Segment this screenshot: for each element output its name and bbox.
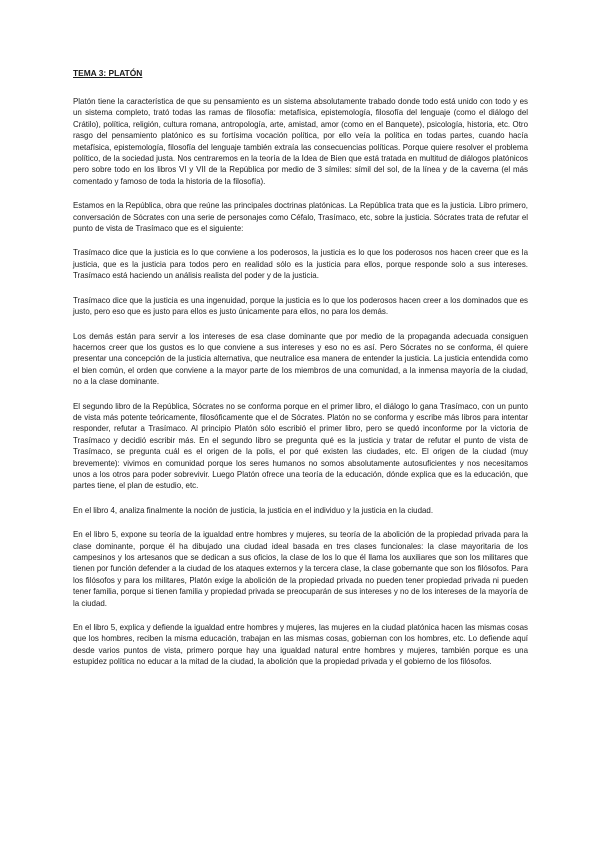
paragraph-libro-4: En el libro 4, analiza finalmente la noción de justicia, la justicia en el individuo y la justicia en la ciudad. [73,505,434,515]
paragraph-libro-5-b: En el libro 5, explica y defiende la igualdad entre hombres y mujeres, las mujeres en la ciudad platónica hacen las mismas cosas que los hombres, reciben la misma educación, trabajan en las mismas cosas, gobiernan con los hombres, etc. Lo defiende aquí desde varios puntos de vista, primero porque hay una igualdad natural entre hombres y mujeres, también porque es una estupidez política no educar a la mitad de la ciudad, la abolición que la propiedad privada y el gobierno de los filósofos. [73,623,528,667]
paragraph-intro: Platón tiene la característica de que su pensamiento es un sistema absolutamente trabado donde todo está unido con todo y es un sistema completo, trató todas las ramas de filosofía: metafísica, epistemología, filosofía del lenguaje (como el diálogo del Crátilo), política, religión, cultura romana, antropología, arte, amistad, amor (como en el Banquete), psicología, historia, etc. Otro rasgo del pensamiento platónico es su fortísima vocación política, por ello veía la política en todas partes, cuando hacía metafísica, epistemología, filosofía del lenguaje también extraía las consecuencias políticas. Porque quiere resolver el problema político, de la sociedad justa. Nos centraremos en la teoría de la Idea de Bien que está tratada en multitud de diálogos platónicos pero sobre todo en los libros VI y VII de la República por medio de 3 símiles: símil del sol, de la línea y de la caverna (el más comentado y famoso de toda la historia de la filosofía). [73,97,528,186]
paragraph-segundo-libro: El segundo libro de la República, Sócrates no se conforma porque en el primer libro, el diálogo lo gana Trasímaco, con un punto de vista más potente teóricamente, filosóficamente que el de Sócrates. Platón no se conforma y escribe más libros para intentar responder, refutar a Trasímaco. Al principio Platón sólo escribió el primer libro, pero se quedó inconforme por la victoria de Trasímaco y decidió escribir más. En el segundo libro se pregunta qué es la justicia y tratar de refutar el punto de vista de Trasímaco, se pregunta cuál es el origen de la polis, el por qué existen las ciudades, etc. El origen de la ciudad (muy brevemente): vivimos en comunidad porque los seres humanos no somos absolutamente autosuficientes y nos necesitamos unos a los otros para poder sobrevivir. Luego Platón ofrece una teoría de la educación, dónde explica que es la educación, que partes tiene, el plan de estudio, etc. [73,401,528,491]
paragraph-republica: Estamos en la República, obra que reúne las principales doctrinas platónicas. La República trata que es la justicia. Libro primero, conversación de Sócrates con una serie de personajes como Céfalo, Trasímaco, etc, sobre la justicia. Sócrates trata de refutar el punto de vista de Trasímaco que es el siguiente: [73,201,528,234]
paragraph-trasimaco-1: Trasímaco dice que la justicia es lo que conviene a los poderosos, la justicia es lo que los poderosos nos hacen creer que es la justicia, que es la justicia para todos pero en realidad sólo es la justicia para ellos, porque responde solo a sus intereses. Trasímaco está haciendo un análisis realista del poder y de la justicia. [73,248,528,281]
paragraph-trasimaco-2: Trasímaco dice que la justicia es una ingenuidad, porque la justicia es lo que los poderosos hacen creer a los dominados que es justo, pero eso que es justo para ellos es justo únicamente para ellos, no para los demás. [73,295,528,317]
document-title: TEMA 3: PLATÓN [73,68,143,78]
paragraph-libro-5-a: En el libro 5, expone su teoría de la igualdad entre hombres y mujeres, su teoría de la abolición de la propiedad privada para la clase dominante, porque él ha dibujado una ciudad ideal basada en tres clases funcionales: la clase mayoritaria de los campesinos y los artesanos que se dedican a sus oficios, la clase de los lo que él llama los auxiliares que son los militares que tienen por función defender a la ciudad de los ataques externos y la tercera clase, la clase gobernante que son los filósofos. Para los filósofos y para los militares, Platón exige la abolición de la propiedad privada no pueden tener propiedad privada ni pueden tener familia, porque si tienen familia y propiedad privada se preocuparán de sus intereses y no de los intereses de la mayoría de la ciudad. [73,530,528,608]
paragraph-los-demas: Los demás están para servir a los intereses de esa clase dominante que por medio de la propaganda adecuada consiguen hacernos creer que los gustos es lo que conviene a sus intereses y eso no es así. Pero Sócrates no se conforma, él quiere presentar una concepción de la justicia alternativa, que neutralice esa manera de entender la justicia. La justicia entendida como el bien común, el orden que conviene a la mayor parte de los miembros de una comunidad, a la inmensa mayoría de la ciudad, no a la clase dominante. [73,331,528,387]
